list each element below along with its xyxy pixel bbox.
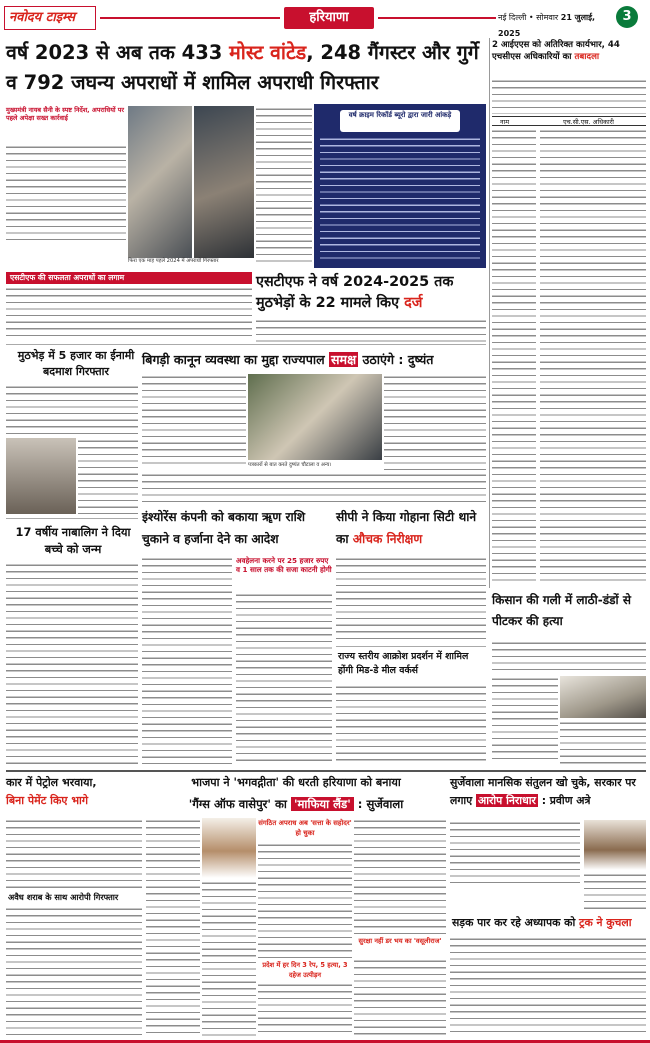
crime-record-box [314, 104, 486, 268]
surjewala-photo [202, 818, 256, 878]
atre-photo [584, 820, 646, 870]
midday-body [336, 684, 486, 764]
governor-body-3 [142, 472, 486, 502]
insurance-body-1 [142, 556, 232, 764]
kisan-body-1 [492, 640, 646, 674]
lead-column-1 [6, 144, 126, 244]
masthead-rule [100, 17, 280, 19]
governor-body-2 [384, 374, 486, 470]
truck-body [450, 936, 646, 1036]
lead-photo-1 [128, 106, 192, 258]
governor-photo [248, 374, 382, 460]
lead-column-2 [256, 106, 312, 266]
encounter-body-2 [78, 438, 138, 514]
column-divider [489, 38, 490, 588]
governor-body-1 [142, 374, 246, 466]
crime-box-title: वर्ष क्राइम रिकॉर्ड ब्यूरो द्वारा जारी आंकड़े [340, 110, 460, 132]
midday-headline: राज्य स्तरीय आक्रोश प्रदर्शन में शामिल होंगी मिड-डे मील वर्कर्स [338, 651, 469, 676]
transfer-intro [492, 78, 646, 114]
gohana-headline: सीपी ने किया गोहाना सिटी थाने का औचक निरीक्षण [336, 510, 477, 546]
gita-box-2: सुरक्षा नहीं डर भय का 'वसूलीराज' [358, 937, 442, 945]
minor-body [6, 562, 138, 764]
masthead-rule-right [378, 17, 496, 19]
gita-body-2 [202, 880, 256, 1036]
gita-body-4 [258, 982, 352, 1036]
insurance-bullet: अवहेलना करने पर 25 हजार रुपए व 1 साल तक की सजा काटनी होगी [236, 556, 332, 574]
section-name: हरियाणा [284, 7, 374, 29]
stf-headline: एसटीएफ ने वर्ष 2024-2025 तक मुठभेड़ों के 22 मामले किए दर्ज [256, 274, 454, 311]
masthead [0, 0, 650, 36]
gita-body-5 [354, 818, 446, 934]
edition-date: नई दिल्ली • सोमवार 21 जुलाई, 2025 [498, 13, 596, 38]
row-divider-2 [6, 518, 138, 519]
kisan-headline: किसान की गली में लाठी-डंडों से पीटकर की हत्या [492, 593, 631, 628]
gohana-divider [336, 646, 486, 647]
lead-headline: वर्ष 2023 से अब तक 433 मोस्ट वांटेड, 248 गैंगस्टर और गुर्गे व 792 जघन्य अपराधों में शामिल अपराधी गिरफ्तार [6, 41, 479, 94]
strip-body [6, 286, 252, 340]
encounter-photo [6, 438, 76, 514]
gita-box-1: संगठित अपराध अब 'सत्ता के सहोदर' हो चुका [258, 819, 352, 837]
gita-box-3: प्रदेश में हर दिन 3 रेप, 5 हत्या, 3 दहेज उत्पीड़न [262, 961, 348, 979]
car-headline: कार में पेट्रोल भरवाया, बिना पेमेंट किए भागे [6, 776, 97, 807]
lead-bullet: मुख्यमंत्री नायब सैनी के स्पष्ट निर्देश, अपराधियों पर पहले अपेक्षा सख्त कार्रवाई [6, 106, 125, 122]
liquor-body [6, 906, 142, 1036]
reply-headline: सुर्जेवाला मानसिक संतुलन खो चुके, सरकार पर लगाए आरोप निराधार : प्रवीण अत्रे [450, 776, 636, 807]
gohana-body [336, 556, 486, 644]
insurance-headline: इंश्योरेंस कंपनी को बकाया ॠण राशि चुकाने व हर्जाना देने का आदेश [142, 510, 306, 546]
crime-box-text [320, 136, 480, 262]
liquor-headline: अवैध शराब के साथ आरोपी गिरफ्तार [8, 892, 119, 902]
reply-body-2 [584, 872, 646, 912]
gita-body-3 [258, 842, 352, 960]
encounter-headline: मुठभेड़ में 5 हजार का ईनामी बदमाश गिरफ्तार [17, 349, 135, 378]
gita-headline-2: 'गैंग्स ऑफ वासेपुर' का 'माफिया लैंड' : सुर्जेवाला [188, 797, 404, 811]
kisan-body-3 [560, 720, 646, 764]
page-number: 3 [616, 6, 638, 28]
governor-headline: बिगड़ी कानून व्यवस्था का मुद्दा राज्यपाल समक्ष उठाएंगे : दुष्यंत [142, 352, 434, 367]
car-body [6, 818, 142, 888]
transfer-list-header: नाम एच.सी.एस. अधिकारी [492, 116, 646, 126]
lead-photo-2 [194, 106, 254, 258]
row-divider-1 [6, 344, 486, 345]
insurance-body-2 [236, 592, 332, 764]
reply-body-1 [450, 820, 580, 884]
kisan-body-2 [492, 676, 558, 764]
masthead-logo: नवोदय टाइम्स [4, 6, 96, 30]
transfer-list-posts [540, 128, 646, 584]
encounter-body [6, 384, 138, 436]
stf-body [256, 318, 486, 342]
kisan-photo [560, 676, 646, 718]
minor-headline: 17 वर्षीय नाबालिग ने दिया बच्चे को जन्म [15, 525, 131, 556]
truck-headline: सड़क पार कर रहे अध्यापक को ट्रक ने कुचला [452, 916, 632, 929]
transfer-headline: 2 आईएएस को अतिरिक्त कार्यभार, 44 एचसीएस अधिकारियों का तबादला [492, 40, 620, 62]
gita-body-6 [354, 958, 446, 1036]
gita-body-1 [146, 818, 200, 1036]
governor-caption: पत्रकारों से बात करते दुष्यंत चौटाला व अन्य। [248, 462, 332, 468]
transfer-list-names [492, 128, 536, 584]
stf-strip: एसटीएफ की सफलता अपराधों का लगाम [6, 272, 252, 284]
gita-headline: भाजपा ने 'भगवद्गीता' की धरती हरियाणा को बनाया [191, 776, 401, 789]
date-label: 21 जुलाई, 2025 [498, 13, 596, 38]
lead-caption: फिरा एक माह पहले 2024 में अपराधी गिरफ्तार [128, 258, 219, 264]
row-divider-3 [6, 770, 646, 772]
